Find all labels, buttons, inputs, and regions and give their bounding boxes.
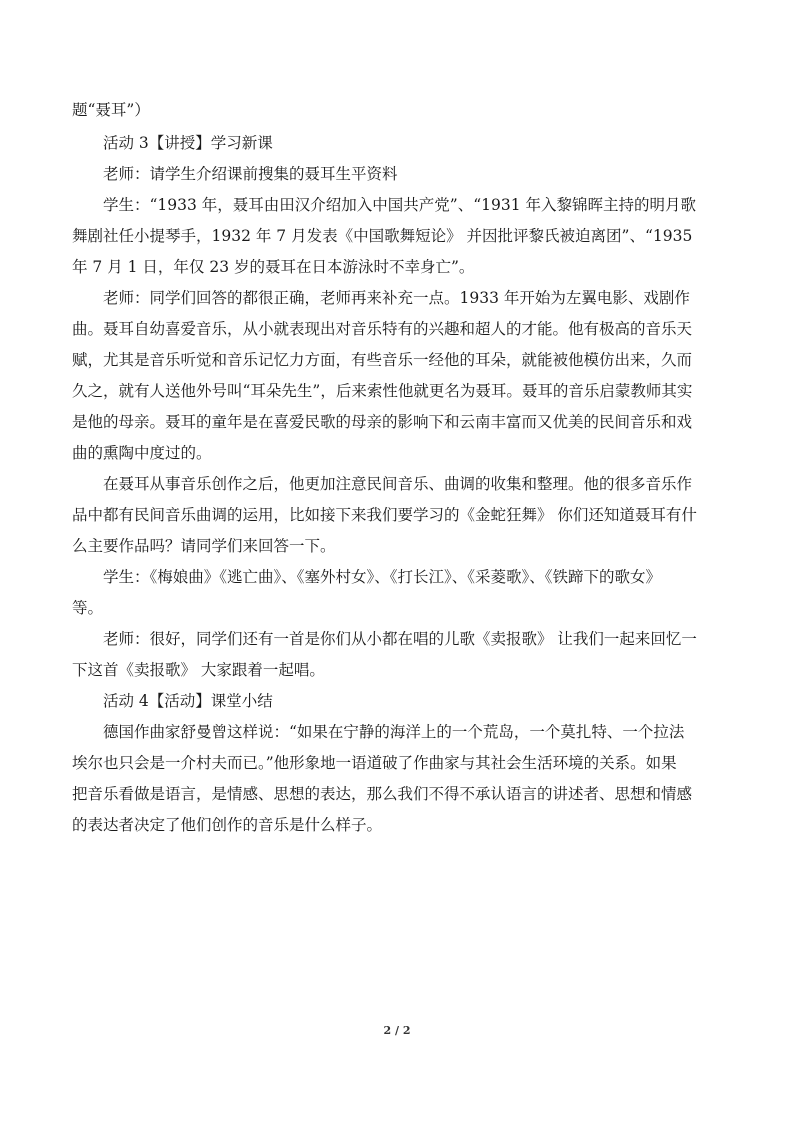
paragraph-line: 的表达者决定了他们创作的音乐是什么样子。 xyxy=(72,816,383,834)
paragraph-line: 下这首《卖报歌》 大家跟着一起唱。 xyxy=(72,661,325,679)
paragraph-line: 品中都有民间音乐曲调的运用，比如接下来我们要学习的《金蛇狂舞》 你们还知道聂耳有什 xyxy=(72,506,697,524)
paragraph-line: 题“聂耳”） xyxy=(72,101,150,119)
activity-heading: 活动 4【活动】课堂小结 xyxy=(103,692,273,710)
paragraph-line: 等。 xyxy=(72,599,104,617)
activity-heading: 活动 3【讲授】学习新课 xyxy=(103,134,273,152)
paragraph-line: 是他的母亲。聂耳的童年是在喜爱民歌的母亲的影响下和云南丰富而又优美的民间音乐和戏 xyxy=(72,413,693,431)
paragraph-line: 埃尔也只会是一介村夫而已。”他形象地一语道破了作曲家与其社会生活环境的关系。如果 xyxy=(72,754,677,772)
paragraph-line: 赋，尤其是音乐听觉和音乐记忆力方面，有些音乐一经他的耳朵，就能被他模仿出来，久而 xyxy=(72,351,693,369)
paragraph-line: 年 7 月 1 日，年仅 23 岁的聂耳在日本游泳时不幸身亡”。 xyxy=(72,258,475,276)
paragraph-line: 曲的熏陶中度过的。 xyxy=(72,444,212,462)
paragraph-line: 把音乐看做是语言，是情感、思想的表达，那么我们不得不承认语言的讲述者、思想和情感 xyxy=(72,785,693,803)
paragraph-line: 老师：很好，同学们还有一首是你们从小都在唱的儿歌《卖报歌》 让我们一起来回忆一 xyxy=(103,630,697,648)
paragraph-line: 曲。聂耳自幼喜爱音乐，从小就表现出对音乐特有的兴趣和超人的才能。他有极高的音乐天 xyxy=(72,320,693,338)
paragraph-line: 老师：请学生介绍课前搜集的聂耳生平资料 xyxy=(103,165,398,183)
paragraph-line: 久之，就有人送他外号叫“耳朵先生”，后来索性他就更名为聂耳。聂耳的音乐启蒙教师其实 xyxy=(72,382,693,400)
paragraph-line: 老师：同学们回答的都很正确，老师再来补充一点。1933 年开始为左翼电影、戏剧作 xyxy=(103,289,690,307)
paragraph-line: 学生：“1933 年，聂耳由田汉介绍加入中国共产党”、“1931 年入黎锦晖主持的明月歌 xyxy=(103,196,697,214)
paragraph-line: 在聂耳从事音乐创作之后，他更加注意民间音乐、曲调的收集和整理。他的很多音乐作 xyxy=(103,475,693,493)
page-number: 2 / 2 xyxy=(383,1024,411,1037)
paragraph-line: 么主要作品吗？请同学们来回答一下。 xyxy=(72,537,336,555)
paragraph-line: 学生：《梅娘曲》《逃亡曲》、《塞外村女》、《打长江》、《采菱歌》、《铁蹄下的歌女》 xyxy=(103,568,662,586)
paragraph-line: 舞剧社任小提琴手，1932 年 7 月发表《中国歌舞短论》 并因批评黎氏被迫离团”、“1935 xyxy=(72,227,693,245)
paragraph-line: 德国作曲家舒曼曾这样说：“如果在宁静的海洋上的一个荒岛，一个莫扎特、一个拉法 xyxy=(103,723,685,741)
